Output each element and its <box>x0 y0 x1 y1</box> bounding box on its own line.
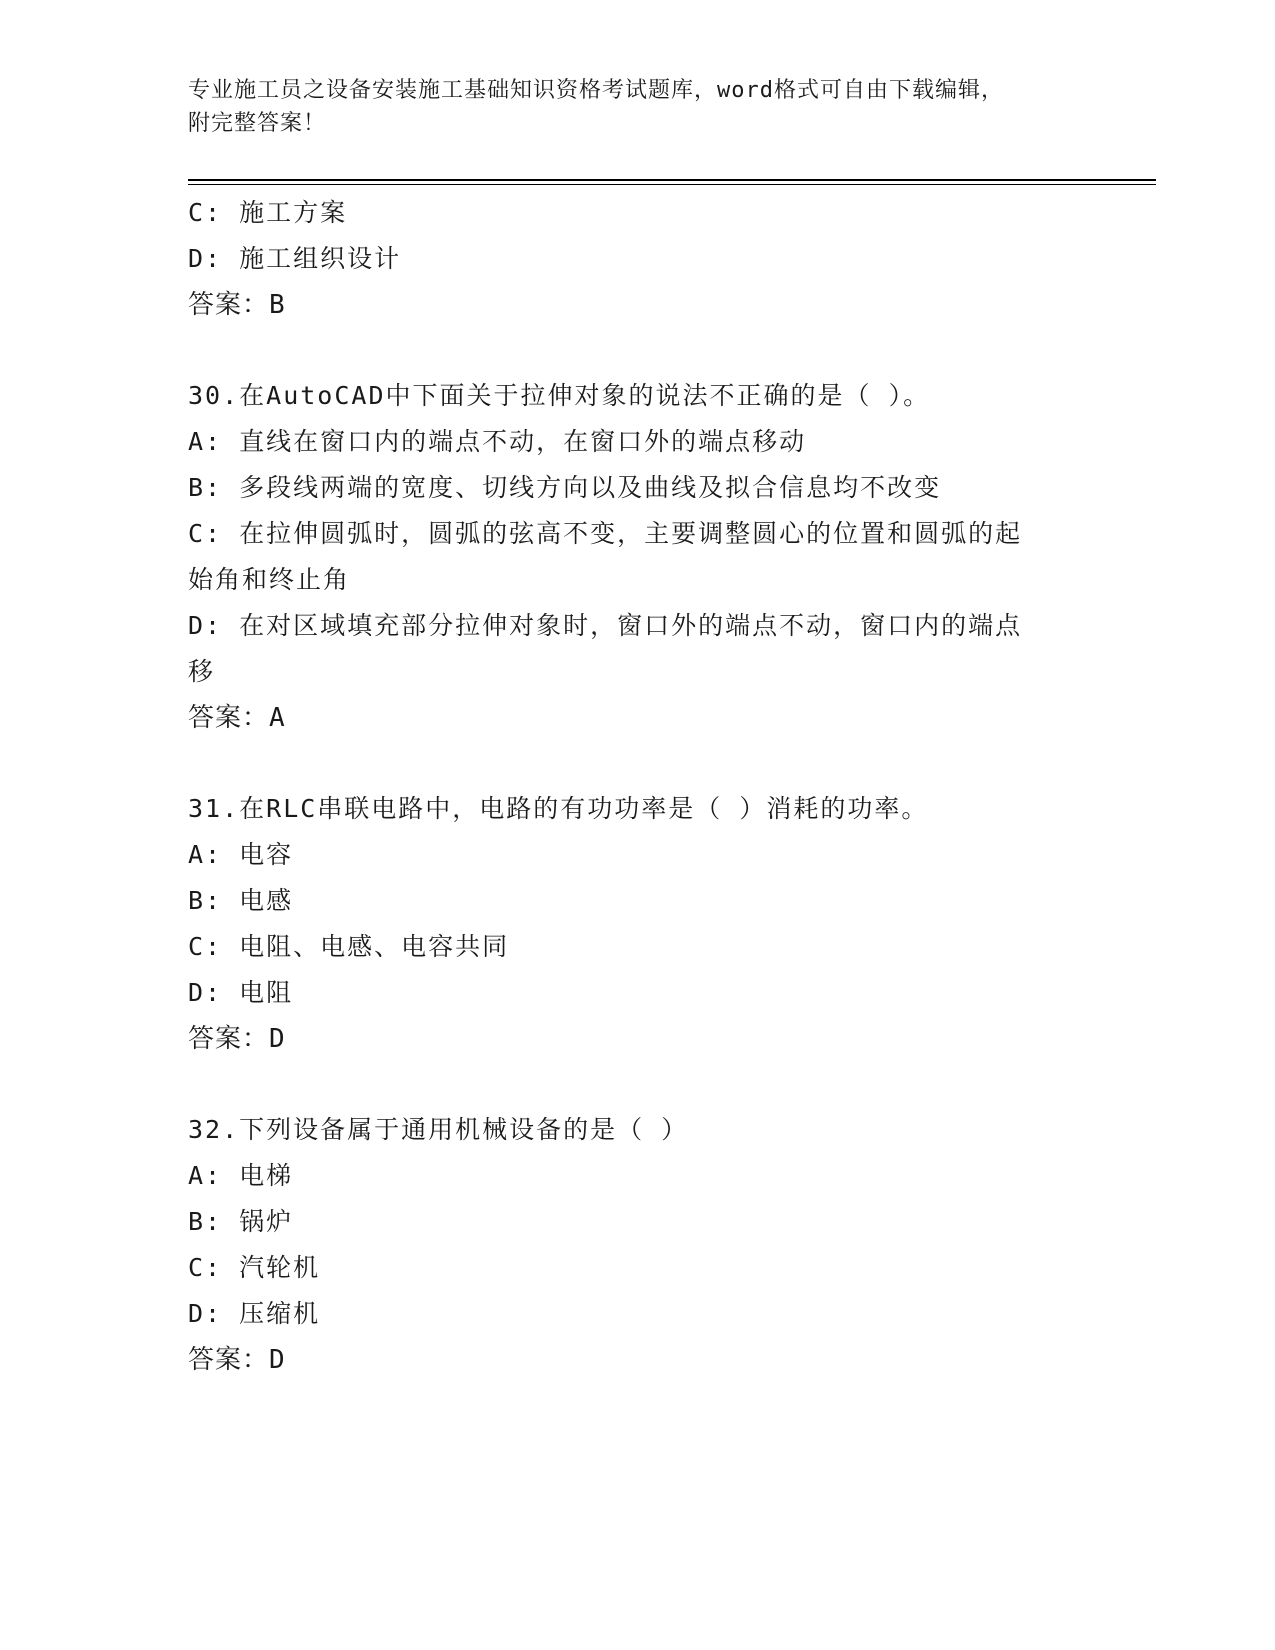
header-divider-thick <box>188 179 1156 181</box>
question-32 <box>188 1107 1088 1383</box>
answer: 答案：A <box>188 703 286 733</box>
question-29-partial <box>188 190 1088 328</box>
question-stem: 31.在RLC串联电路中，电路的有功功率是（ ）消耗的功率。 <box>188 794 929 823</box>
option-b: B: 电感 <box>188 886 294 915</box>
question-list <box>188 190 1088 1383</box>
option-c: C: 汽轮机 <box>188 1253 321 1282</box>
answer: 答案：D <box>188 1024 286 1054</box>
document-header <box>188 74 1068 140</box>
question-30 <box>188 373 1088 741</box>
spacer <box>188 328 1088 373</box>
option-c: C: 在拉伸圆弧时，圆弧的弦高不变，主要调整圆心的位置和圆弧的起 <box>188 519 1023 548</box>
question-stem: 32.下列设备属于通用机械设备的是（ ） <box>188 1115 689 1144</box>
option-a: A: 电容 <box>188 840 294 869</box>
option-c-continued: 始角和终止角 <box>188 565 351 594</box>
option-b: B: 锅炉 <box>188 1207 294 1236</box>
option-d: D: 在对区域填充部分拉伸对象时，窗口外的端点不动，窗口内的端点 <box>188 611 1023 640</box>
option-d: D: 电阻 <box>188 978 294 1007</box>
option-b: B: 多段线两端的宽度、切线方向以及曲线及拟合信息均不改变 <box>188 473 942 502</box>
answer: 答案：D <box>188 1345 286 1375</box>
header-line-2: 附完整答案！ <box>188 111 327 136</box>
spacer <box>188 741 1088 786</box>
option-d: D: 压缩机 <box>188 1299 321 1328</box>
header-line-1: 专业施工员之设备安装施工基础知识资格考试题库，word格式可自由下载编辑， <box>188 78 1004 103</box>
option-c: C: 电阻、电感、电容共同 <box>188 932 510 961</box>
spacer <box>188 1062 1088 1107</box>
answer: 答案：B <box>188 290 286 320</box>
option-a: A: 直线在窗口内的端点不动，在窗口外的端点移动 <box>188 427 807 456</box>
question-stem: 30.在AutoCAD中下面关于拉伸对象的说法不正确的是（ ）。 <box>188 381 931 410</box>
option-a: A: 电梯 <box>188 1161 294 1190</box>
question-31 <box>188 786 1088 1062</box>
option-d: D: 施工组织设计 <box>188 244 402 273</box>
header-divider-thin <box>188 184 1156 185</box>
option-c: C: 施工方案 <box>188 198 348 227</box>
option-d-continued: 移 <box>188 657 216 686</box>
